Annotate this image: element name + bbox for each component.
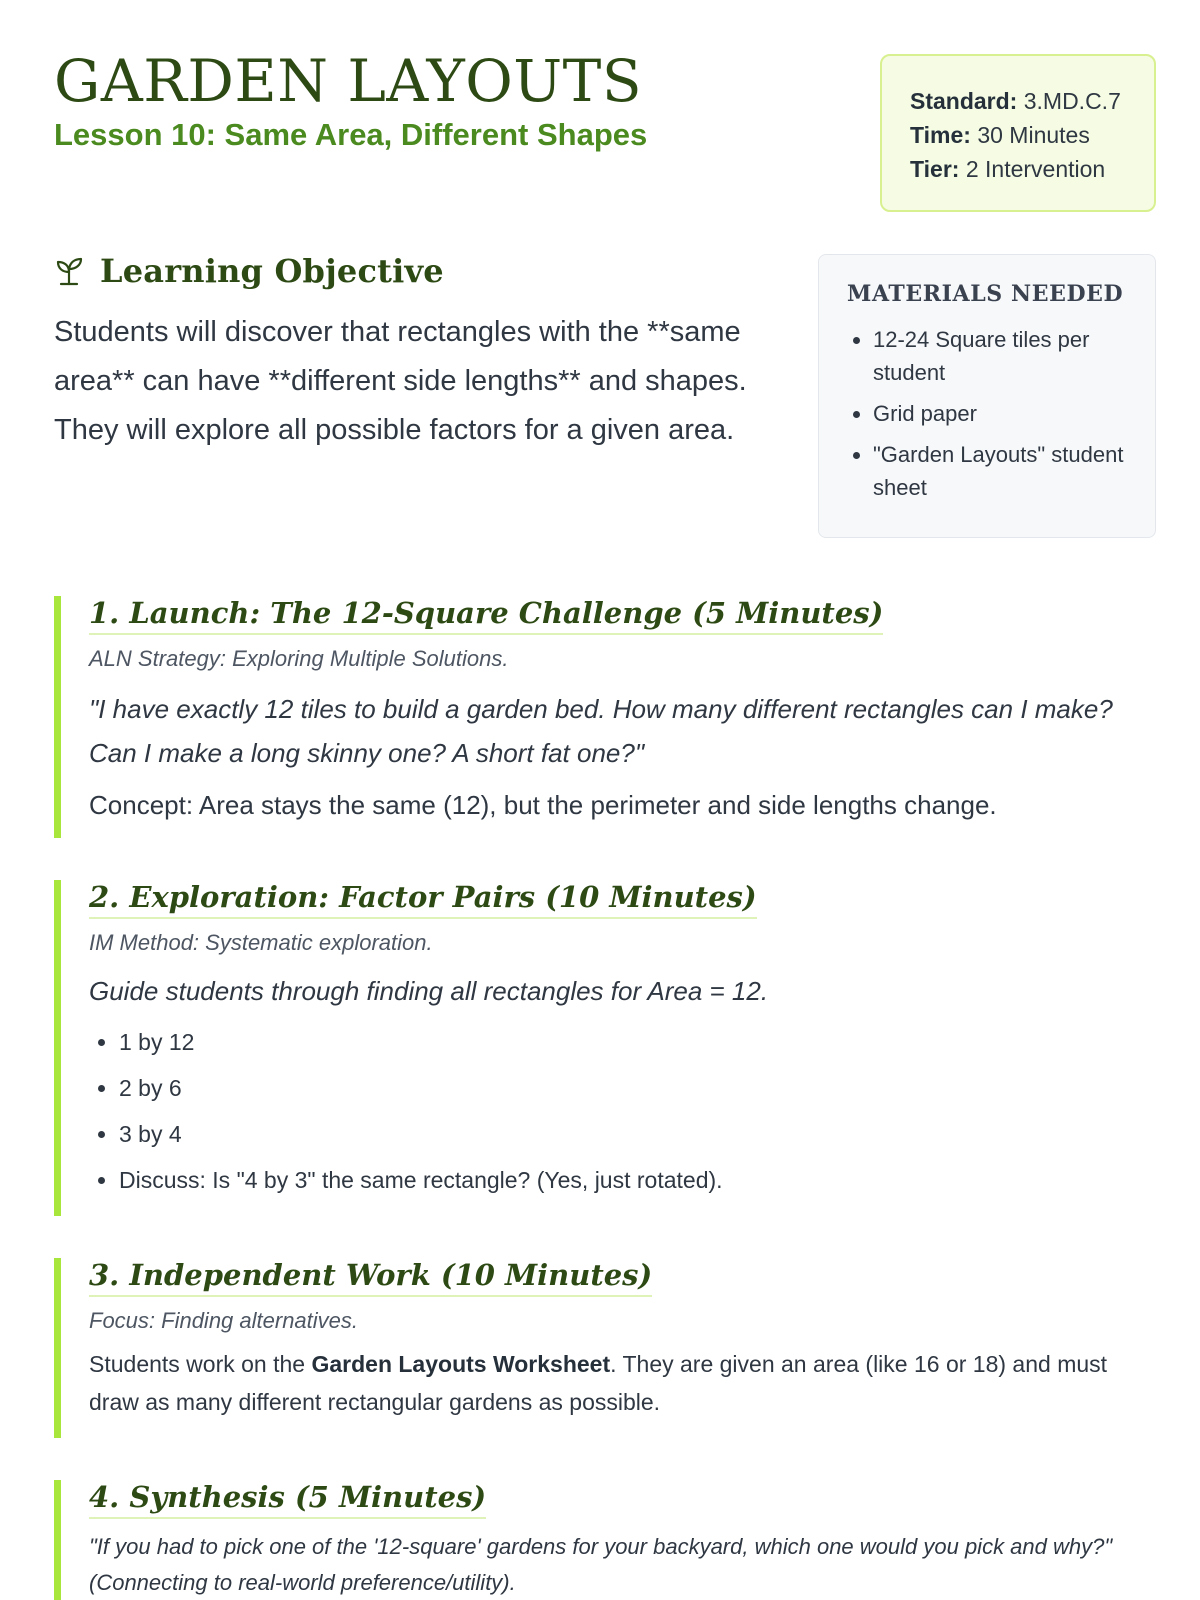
body-prefix: Students work on the bbox=[89, 1351, 312, 1378]
section-title: 3. Independent Work (10 Minutes) bbox=[89, 1258, 652, 1297]
list-item: • "Garden Layouts" student sheet bbox=[873, 438, 1129, 504]
section-title: 2. Exploration: Factor Pairs (10 Minutes) bbox=[89, 880, 757, 919]
materials-title: MATERIALS NEEDED bbox=[847, 281, 1124, 307]
learning-objective bbox=[54, 252, 774, 455]
section-independent-work bbox=[54, 1258, 1158, 1438]
list-item: • 12-24 Square tiles per student bbox=[873, 323, 1129, 389]
meta-tier-label: Tier: bbox=[910, 156, 960, 182]
section-strategy: ALN Strategy: Exploring Multiple Solutions. bbox=[89, 645, 509, 671]
section-synthesis bbox=[54, 1480, 1158, 1600]
worksheet-name: Garden Layouts Worksheet bbox=[311, 1351, 611, 1378]
section-strategy: IM Method: Systematic exploration. bbox=[89, 929, 433, 955]
page-header bbox=[54, 47, 814, 153]
list-item: • 1 by 12 bbox=[119, 1019, 1158, 1065]
section-title: 1. Launch: The 12-Square Challenge (5 Minutes) bbox=[89, 596, 883, 635]
lesson-meta-box bbox=[880, 54, 1156, 212]
section-concept: Concept: Area stays the same (12), but the perimeter and side lengths change. bbox=[89, 790, 997, 821]
factor-pairs-list bbox=[89, 1019, 1158, 1203]
section-body bbox=[89, 1345, 1158, 1421]
page-title: GARDEN LAYOUTS bbox=[54, 47, 643, 115]
meta-tier bbox=[910, 152, 1154, 186]
meta-standard-value: 3.MD.C.7 bbox=[1023, 88, 1121, 114]
materials-box bbox=[818, 254, 1156, 538]
body-suffix: . They are given an area (like 16 or 18) and must draw as many different rectangular gardens as possible. bbox=[89, 1351, 1108, 1416]
section-strategy: Focus: Finding alternatives. bbox=[89, 1307, 359, 1333]
meta-time-label: Time: bbox=[910, 122, 971, 148]
section-launch bbox=[54, 596, 1158, 838]
list-item: • Discuss: Is "4 by 3" the same rectangle? (Yes, just rotated). bbox=[119, 1157, 1158, 1203]
section-exploration bbox=[54, 880, 1158, 1216]
section-title: 4. Synthesis (5 Minutes) bbox=[89, 1480, 486, 1519]
list-item: • Grid paper bbox=[873, 397, 1129, 430]
meta-standard bbox=[910, 84, 1154, 118]
section-guide: Guide students through finding all rectangles for Area = 12. bbox=[89, 976, 769, 1007]
section-synthesis-text: "If you had to pick one of the '12-square' gardens for your backyard, which one would you pick and why?" (Connecting to real-world preference/utility). bbox=[89, 1533, 1113, 1595]
list-item: • 3 by 4 bbox=[119, 1111, 1158, 1157]
objective-text: Students will discover that rectangles with the **same area** can have **different side lengths** and shapes. They will explore all possible factors for a given area. bbox=[54, 316, 747, 447]
meta-tier-value: 2 Intervention bbox=[965, 156, 1106, 182]
materials-list bbox=[847, 323, 1129, 504]
section-quote: "I have exactly 12 tiles to build a garden bed. How many different rectangles can I make? Can I make a long skinny one? A short fat one?" bbox=[89, 694, 1113, 769]
list-item: • 2 by 6 bbox=[119, 1065, 1158, 1111]
sprout-icon bbox=[54, 256, 84, 286]
page-subtitle: Lesson 10: Same Area, Different Shapes bbox=[54, 116, 648, 152]
meta-time bbox=[910, 118, 1154, 152]
meta-standard-label: Standard: bbox=[910, 88, 1018, 114]
meta-time-value: 30 Minutes bbox=[977, 122, 1090, 148]
objective-heading bbox=[54, 252, 774, 290]
objective-heading-text: Learning Objective bbox=[100, 252, 444, 290]
